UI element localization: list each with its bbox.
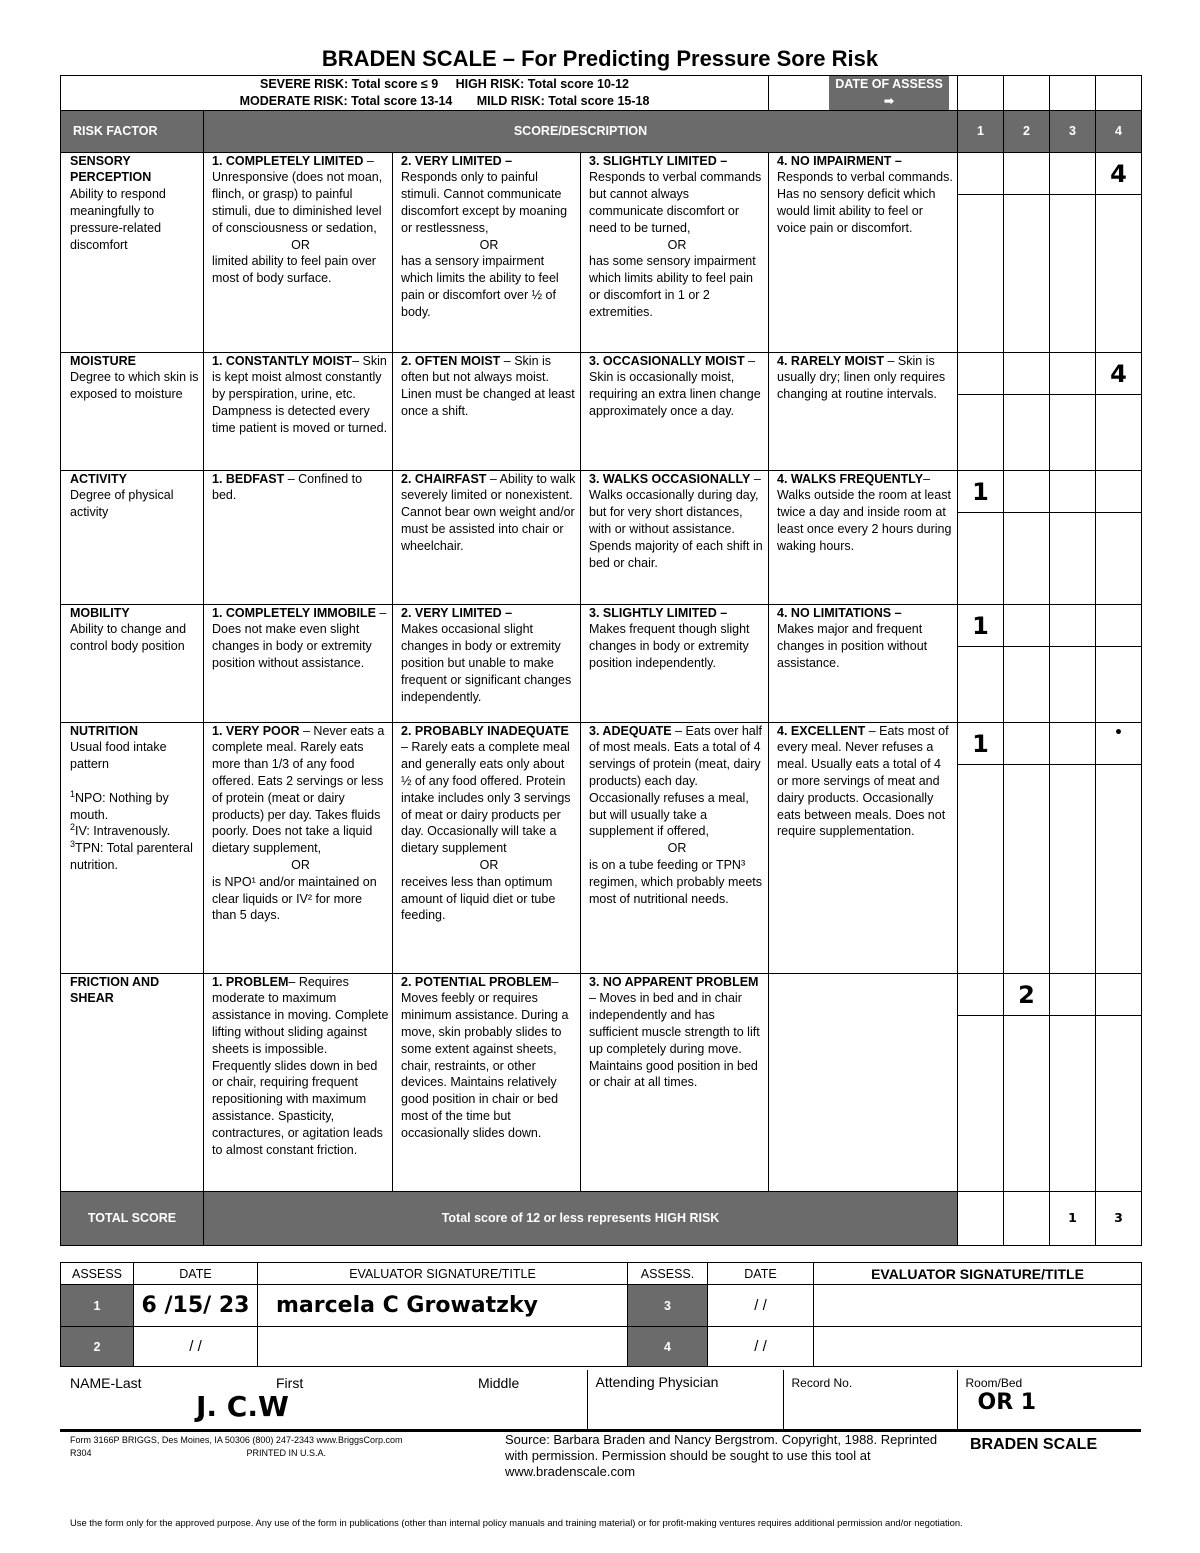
disclaimer: Use the form only for the approved purpose. Any use of the form in publications (other than internal policy manuals and training material) or for profit-making ventures requires additional permission and/or negotiation. (70, 1517, 963, 1528)
moisture-cell-2[interactable] (1004, 352, 1050, 470)
score-head: 1. CONSTANTLY MOIST (212, 353, 353, 368)
moisture-cell-3[interactable] (1050, 352, 1096, 470)
score-entry[interactable] (1050, 353, 1095, 395)
score-entry[interactable] (1050, 153, 1095, 195)
moisture-row (61, 352, 1142, 470)
footnote-iv: IV: Intravenously. (75, 824, 171, 839)
moisture-score-1 (204, 352, 393, 470)
friction-score-3 (581, 973, 769, 1191)
score-text: – Requires moderate to maximum assistance in moving. Complete lifting without sliding against sheets is impossible. Frequently slides down in bed or chair, requiring frequent repositioning with maximum assistance. Spasticity, contractures, or agitation leads to almost constant friction. (212, 974, 389, 1157)
score-text: receives less than optimum amount of liquid diet or tube feeding. (401, 874, 556, 923)
risk-factor-header: RISK FACTOR (61, 110, 204, 152)
sensory-cell-2[interactable] (1004, 152, 1050, 352)
total-cell-4[interactable]: 3 (1096, 1191, 1142, 1245)
date2-col-header: DATE (708, 1263, 814, 1285)
mobility-row (61, 604, 1142, 722)
sensory-score-3 (581, 152, 769, 352)
col-3-header: 3 (1050, 110, 1096, 152)
evaluator-signature-1[interactable]: marcela C Growatzky (258, 1285, 628, 1327)
score-text: – Unresponsive (does not moan, flinch, or grasp) to painful stimuli, due to diminished level of consciousness or sedation, (212, 153, 383, 235)
form-code: R304 (70, 1448, 92, 1458)
score-entry[interactable] (958, 974, 1003, 1016)
total-cell-3[interactable]: 1 (1050, 1191, 1096, 1245)
friction-row (61, 973, 1142, 1191)
patient-info-row (60, 1370, 1141, 1430)
evaluator2-col-header: EVALUATOR SIGNATURE/TITLE (814, 1263, 1142, 1285)
room-value: OR 1 (977, 1390, 1037, 1415)
mobility-cell-2[interactable] (1004, 604, 1050, 722)
friction-cell-1[interactable] (958, 973, 1004, 1191)
score-text: – Eats most of every meal. Never refuses a meal. Usually eats a total of 4 or more servings of meat and dairy products. Occasionally eats between meals. Does not require supplementation. (777, 723, 949, 839)
moisture-cell-4[interactable] (1096, 352, 1142, 470)
score-entry[interactable]: 1 (958, 723, 1003, 765)
score-head: 4. NO IMPAIRMENT – (777, 153, 902, 168)
assess2-col-header: ASSESS. (628, 1263, 708, 1285)
total-row (61, 1191, 1142, 1245)
moisture-score-3 (581, 352, 769, 470)
score-head: 1. BEDFAST (212, 471, 285, 486)
or-label: OR (479, 237, 499, 252)
mobility-score-1 (204, 604, 393, 722)
factor-name: MOBILITY (70, 605, 130, 620)
friction-cell-3[interactable] (1050, 973, 1096, 1191)
assess-date-1[interactable] (958, 76, 1004, 111)
evaluator-signature-4[interactable] (814, 1327, 1142, 1367)
signature-header-row (61, 1263, 1142, 1285)
moisture-score-2 (393, 352, 581, 470)
score-head: 2. CHAIRFAST (401, 471, 487, 486)
assess-col-header: ASSESS (61, 1263, 134, 1285)
score-text: – Confined to bed. (212, 471, 363, 503)
printed-in: PRINTED IN U.S.A. (246, 1448, 327, 1458)
nutrition-row (61, 722, 1142, 973)
severe-risk: SEVERE RISK: Total score ≤ 9 (259, 77, 439, 91)
score-head: 2. VERY LIMITED – (401, 605, 513, 620)
nutrition-cell-3[interactable] (1050, 722, 1096, 973)
sensory-cell-1[interactable] (958, 152, 1004, 352)
sensory-factor (61, 152, 204, 352)
score-text: – Moves in bed and in chair independently and has sufficient muscle strength to lift up completely during move. Maintains good position in bed or chair at all times. (589, 991, 760, 1090)
source-citation: Source: Barbara Braden and Nancy Bergstrom. Copyright, 1988. Reprinted with permission. Permission should be sought to use this tool at www.bradenscale.com (505, 1432, 938, 1479)
score-description-header: SCORE/DESCRIPTION (204, 110, 958, 152)
score-entry[interactable] (958, 153, 1003, 195)
evaluator-signature-3[interactable] (814, 1285, 1142, 1327)
friction-score-4 (769, 973, 958, 1191)
nutrition-cell-2[interactable] (1004, 722, 1050, 973)
nutrition-score-4 (769, 722, 958, 973)
assess-number-3: 3 (628, 1285, 708, 1327)
sensory-score-4 (769, 152, 958, 352)
friction-score-1 (204, 973, 393, 1191)
assess-number-2: 2 (61, 1327, 134, 1367)
room-bed-field[interactable] (957, 1370, 1141, 1430)
total-cell-2[interactable] (1004, 1191, 1050, 1245)
mobility-score-3 (581, 604, 769, 722)
score-entry[interactable] (1096, 471, 1141, 513)
friction-cell-2[interactable] (1004, 973, 1050, 1191)
mobility-factor (61, 604, 204, 722)
signature-table (60, 1262, 1142, 1367)
col-2-header: 2 (1004, 110, 1050, 152)
friction-cell-4[interactable] (1096, 973, 1142, 1191)
score-entry[interactable] (1050, 605, 1095, 647)
score-entry[interactable] (1004, 605, 1049, 647)
mild-risk: MILD RISK: Total score 15-18 (476, 93, 650, 108)
activity-score-3 (581, 470, 769, 604)
activity-cell-1[interactable] (958, 470, 1004, 604)
score-text: Makes frequent though slight changes in body or extremity position independently. (589, 622, 750, 670)
mobility-score-2 (393, 604, 581, 722)
score-text: – Walks outside the room at least twice a day and inside room at least once every 2 hours during waking hours. (777, 471, 952, 553)
score-head: 3. ADEQUATE (589, 723, 672, 738)
score-entry[interactable] (1004, 353, 1049, 395)
score-head: 2. PROBABLY INADEQUATE (401, 723, 569, 738)
factor-name: SENSORY PERCEPTION (70, 153, 152, 185)
score-head: 1. COMPLETELY LIMITED (212, 153, 364, 168)
moisture-factor (61, 352, 204, 470)
score-entry[interactable] (1096, 605, 1141, 647)
activity-score-2 (393, 470, 581, 604)
name-last-label: NAME-Last (70, 1375, 142, 1391)
activity-row (61, 470, 1142, 604)
score-text: – Does not make even slight changes in body or extremity position without assistance. (212, 605, 387, 670)
score-text: Responds only to painful stimuli. Cannot communicate discomfort except by moaning or restlessness, (401, 170, 568, 235)
col-4-header: 4 (1096, 110, 1142, 152)
patient-info-table (60, 1370, 1141, 1432)
score-head: 4. RARELY MOIST (777, 353, 884, 368)
score-entry[interactable] (1004, 471, 1049, 513)
score-text: has a sensory impairment which limits the ability to feel pain or discomfort over ½ of body. (401, 254, 559, 319)
activity-factor (61, 470, 204, 604)
footnote-npo: NPO: Nothing by mouth. (70, 790, 169, 822)
form-number: Form 3166P BRIGGS, Des Moines, IA 50306 (800) 247-2343 www.BriggsCorp.com (70, 1435, 403, 1445)
activity-score-1 (204, 470, 393, 604)
score-text: – Moves feebly or requires minimum assistance. During a move, skin probably slides to some extent against sheets, chair, restraints, or other devices. Maintains relatively good position in chair or bed most of the time but occasionally slides down. (401, 974, 569, 1140)
sensory-row (61, 152, 1142, 352)
score-entry[interactable]: • (1096, 723, 1141, 765)
score-entry[interactable]: 1 (958, 605, 1003, 647)
sensory-score-1 (204, 152, 393, 352)
date-of-assess-box: DATE OF ASSESS ➡ (829, 76, 949, 110)
score-head: 2. OFTEN MOIST (401, 353, 501, 368)
score-entry[interactable]: 4 (1096, 153, 1141, 195)
high-risk: HIGH RISK: Total score 10-12 (455, 77, 630, 91)
score-head: 3. SLIGHTLY LIMITED – (589, 605, 728, 620)
score-text: – Skin is often but not always moist. Linen must be changed at least once a shift. (401, 353, 575, 418)
nutrition-score-2 (393, 722, 581, 973)
patient-name-value: J. C.W (196, 1390, 289, 1423)
moderate-risk: MODERATE RISK: Total score 13-14 (239, 93, 453, 108)
assess-number-4: 4 (628, 1327, 708, 1367)
patient-name-field[interactable] (60, 1370, 587, 1430)
score-head: 4. EXCELLENT (777, 723, 866, 738)
record-number-field[interactable] (783, 1370, 957, 1430)
activity-score-4 (769, 470, 958, 604)
or-label: OR (667, 841, 687, 856)
factor-desc: Degree to which skin is exposed to moisture (70, 370, 199, 402)
score-head: 3. WALKS OCCASIONALLY (589, 471, 751, 486)
score-entry[interactable] (1096, 974, 1141, 1016)
mobility-cell-1[interactable] (958, 604, 1004, 722)
total-cell-1[interactable] (958, 1191, 1004, 1245)
score-text: – Skin is kept moist almost constantly by perspiration, urine, etc. Dampness is detected every time patient is moved or turned. (212, 353, 388, 435)
factor-desc: Usual food intake pattern (70, 740, 167, 772)
signature-row-2 (61, 1327, 1142, 1367)
score-head: 3. SLIGHTLY LIMITED – (589, 153, 728, 168)
score-text: Responds to verbal commands. Has no sensory deficit which would limit ability to feel or voice pain or discomfort. (777, 170, 953, 235)
date-col-header: DATE (134, 1263, 258, 1285)
score-text: – Skin is usually dry; linen only requires changing at routine intervals. (777, 353, 946, 402)
header-row (61, 110, 1142, 152)
score-text: is on a tube feeding or TPN³ regimen, which probably meets most of nutritional needs. (589, 857, 762, 906)
score-entry[interactable]: 4 (1096, 353, 1141, 395)
score-head: 2. POTENTIAL PROBLEM (401, 974, 552, 989)
score-entry[interactable] (1050, 471, 1095, 513)
total-label-text: TOTAL SCORE (87, 1210, 177, 1225)
or-label: OR (291, 237, 310, 252)
score-text: – Walks occasionally during day, but for very short distances, with or without assistance. Spends majority of each shift in bed or chair. (589, 471, 763, 570)
score-text: – Never eats a complete meal. Rarely eats more than 1/3 of any food offered. Eats 2 servings or less of protein (meat or dairy products) per day. Takes fluids poorly. Does not take a liquid dietary supplement, (212, 723, 385, 856)
score-head: 2. VERY LIMITED – (401, 153, 513, 168)
score-text: – Ability to walk severely limited or nonexistent. Cannot bear own weight and/or must be assisted into chair or wheelchair. (401, 471, 576, 553)
score-head: 4. NO LIMITATIONS – (777, 605, 902, 620)
date-of-assess-label (769, 76, 958, 111)
score-head: 1. PROBLEM (212, 974, 289, 989)
nutrition-factor: NUTRITION Usual food intake pattern $^1$NPO: Nothing by mouth. $^2$IV: Intravenously. $^3$TPN: Total parenteral nutrition. (61, 722, 204, 973)
assess-date-4[interactable] (1096, 76, 1142, 111)
name-first-label: First (276, 1375, 304, 1391)
score-text: – Eats over half of most meals. Eats a total of 4 servings of protein (meat, dairy products) each day. Occasionally refuses a meal, but will usually take a supplement if offered, (589, 723, 762, 839)
col-1-header: 1 (958, 110, 1004, 152)
assess-number-1: 1 (61, 1285, 134, 1327)
activity-cell-2[interactable] (1004, 470, 1050, 604)
attending-label: Attending Physician (595, 1374, 719, 1390)
braden-table (60, 75, 1142, 1246)
factor-name: MOISTURE (70, 353, 136, 368)
assess-date-2[interactable] (1004, 76, 1050, 111)
sensory-score-2 (393, 152, 581, 352)
nutrition-score-3 (581, 722, 769, 973)
page-title: BRADEN SCALE – For Predicting Pressure Sore Risk (321, 46, 879, 71)
score-entry[interactable]: 1 (958, 471, 1003, 513)
assess-date-field-2[interactable]: / / (134, 1327, 258, 1367)
factor-desc: Degree of physical activity (70, 488, 174, 520)
activity-cell-3[interactable] (1050, 470, 1096, 604)
score-head: 1. COMPLETELY IMMOBILE (212, 605, 376, 620)
record-label: Record No. (791, 1376, 853, 1390)
score-entry[interactable] (1004, 153, 1049, 195)
score-head: 3. NO APPARENT PROBLEM (589, 974, 759, 989)
score-text: Makes occasional slight changes in body or extremity position but unable to make frequent or significant changes independently. (401, 622, 572, 704)
nutrition-cell-1[interactable] (958, 722, 1004, 973)
assess-date-field-1[interactable]: 6 /15/ 23 (134, 1285, 258, 1327)
moisture-score-4 (769, 352, 958, 470)
score-text: Makes major and frequent changes in position without assistance. (777, 622, 928, 670)
or-label: OR (667, 237, 687, 252)
braden-scale-footer: BRADEN SCALE (970, 1436, 1098, 1453)
attending-physician-field[interactable] (587, 1370, 783, 1430)
signature-row-1 (61, 1285, 1142, 1327)
nutrition-score-1 (204, 722, 393, 973)
friction-factor (61, 973, 204, 1191)
sensory-cell-3[interactable] (1050, 152, 1096, 352)
score-head: 1. VERY POOR (212, 723, 300, 738)
score-entry[interactable] (1050, 723, 1095, 765)
sensory-cell-4[interactable] (1096, 152, 1142, 352)
score-text: Responds to verbal commands but cannot always communicate discomfort or need to be turned, (589, 170, 762, 235)
moisture-cell-1[interactable] (958, 352, 1004, 470)
factor-name: NUTRITION (70, 723, 139, 738)
score-entry[interactable]: 2 (1004, 974, 1049, 1016)
or-label: OR (479, 857, 499, 872)
factor-name: ACTIVITY (70, 471, 127, 486)
assess-date-field-3[interactable]: / / (708, 1285, 814, 1327)
assess-date-3[interactable] (1050, 76, 1096, 111)
score-text: has some sensory impairment which limits ability to feel pain or discomfort in 1 or 2 extremities. (589, 254, 756, 319)
evaluator-col-header: EVALUATOR SIGNATURE/TITLE (258, 1263, 628, 1285)
score-entry[interactable] (958, 353, 1003, 395)
activity-cell-4[interactable] (1096, 470, 1142, 604)
room-label: Room/Bed (965, 1376, 1023, 1390)
score-text: – Skin is occasionally moist, requiring an extra linen change approximately once a day. (589, 353, 761, 418)
total-score-label (61, 1191, 204, 1245)
form-line-2 (70, 1447, 490, 1460)
factor-desc: Ability to change and control body position (70, 622, 187, 654)
name-middle-label: Middle (478, 1375, 520, 1391)
score-entry[interactable] (1004, 723, 1049, 765)
score-text: is NPO¹ and/or maintained on clear liquids or IV² for more than 5 days. (212, 874, 377, 923)
risk-levels (61, 76, 769, 111)
evaluator-signature-2[interactable] (258, 1327, 628, 1367)
assess-date-field-4[interactable]: / / (708, 1327, 814, 1367)
mobility-cell-4[interactable] (1096, 604, 1142, 722)
friction-score-2 (393, 973, 581, 1191)
score-head: 3. OCCASIONALLY MOIST (589, 353, 745, 368)
form-info (70, 1434, 490, 1460)
nutrition-cell-4[interactable] (1096, 722, 1142, 973)
mobility-cell-3[interactable] (1050, 604, 1096, 722)
mobility-score-4 (769, 604, 958, 722)
factor-name: FRICTION AND SHEAR (70, 974, 160, 1006)
score-text: – Rarely eats a complete meal and generally eats only about ½ of any food offered. Protein intake includes only 3 servings of meat or dairy products per day. Occasionally will take a dietary supplement (401, 740, 571, 856)
total-message: Total score of 12 or less represents HIGH RISK (204, 1191, 958, 1245)
or-label: OR (291, 857, 310, 872)
score-text: limited ability to feel pain over most of body surface. (212, 254, 376, 286)
factor-desc: Ability to respond meaningfully to pressure-related discomfort (70, 187, 166, 252)
score-entry[interactable] (1050, 974, 1095, 1016)
risk-levels-row (61, 76, 1142, 111)
footnote-tpn: TPN: Total parenteral nutrition. (70, 841, 193, 872)
score-head: 4. WALKS FREQUENTLY (777, 471, 924, 486)
